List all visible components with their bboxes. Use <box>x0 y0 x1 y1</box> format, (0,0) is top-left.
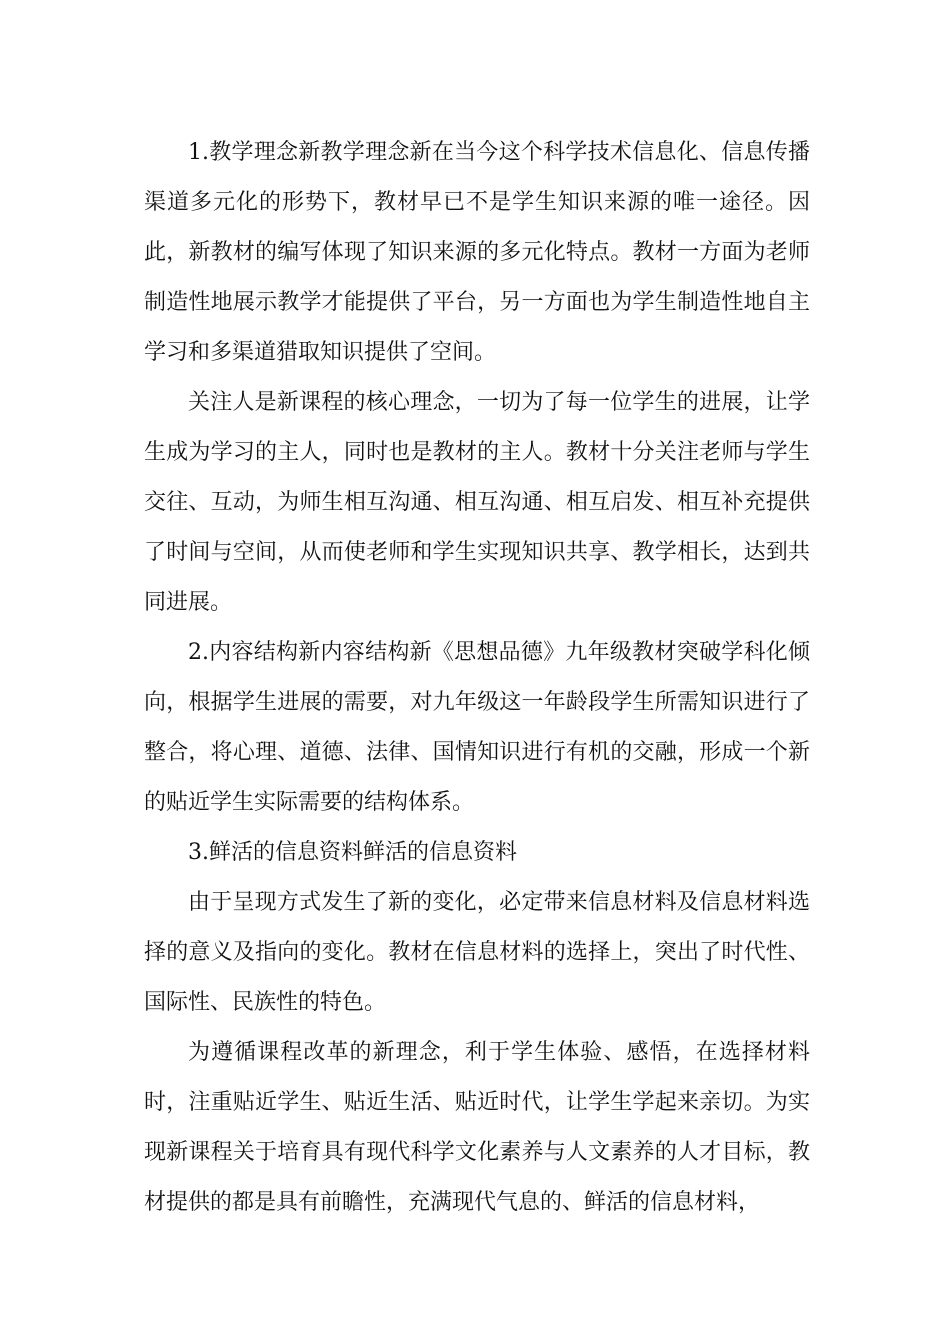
paragraph-content-structure: 2.内容结构新内容结构新《思想品德》九年级教材突破学科化倾向，根据学生进展的需要，对九年级这一年龄段学生所需知识进行了整合，将心理、道德、法律、国情知识进行有机的交融，形成一个新的贴近学生实际需要的结构体系。 <box>144 640 810 815</box>
document-page <box>144 128 810 1228</box>
paragraph-heading-info-materials: 3.鲜活的信息资料鲜活的信息资料 <box>188 840 517 865</box>
paragraph-curriculum-reform: 为遵循课程改革的新理念，利于学生体验、感悟，在选择材料时，注重贴近学生、贴近生活、贴近时代，让学生学起来亲切。为实现新课程关于培育具有现代科学文化素养与人文素养的人才目标，教材提供的都是具有前瞻性，充满现代气息的、鲜活的信息材料， <box>144 1040 810 1215</box>
paragraph-presentation-change: 由于呈现方式发生了新的变化，必定带来信息材料及信息材料选择的意义及指向的变化。教材在信息材料的选择上，突出了时代性、国际性、民族性的特色。 <box>144 890 810 1015</box>
paragraph-teaching-concept: 1.教学理念新教学理念新在当今这个科学技术信息化、信息传播渠道多元化的形势下，教材早已不是学生知识来源的唯一途径。因此，新教材的编写体现了知识来源的多元化特点。教材一方面为老师制造性地展示教学才能提供了平台，另一方面也为学生制造性地自主学习和多渠道猎取知识提供了空间。 <box>144 140 810 365</box>
paragraph-focus-on-people: 关注人是新课程的核心理念，一切为了每一位学生的进展，让学生成为学习的主人，同时也是教材的主人。教材十分关注老师与学生交往、互动，为师生相互沟通、相互沟通、相互启发、相互补充提供了时间与空间，从而使老师和学生实现知识共享、教学相长，达到共同进展。 <box>144 390 810 615</box>
